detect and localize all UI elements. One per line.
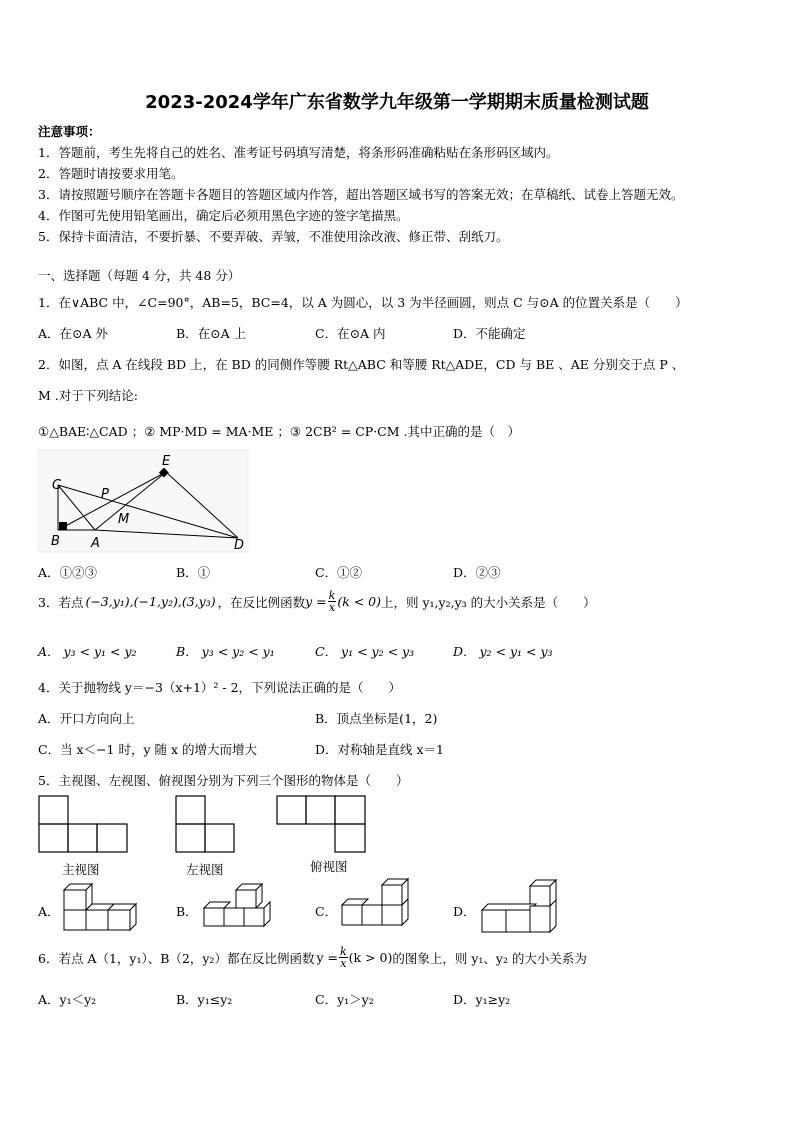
q3-frac-num: k — [328, 589, 336, 602]
q3-option-c: C． y₁ < y₂ < y₃ — [315, 644, 415, 659]
q3-frac-den: x — [328, 601, 336, 614]
q6-func-lhs: y = — [316, 950, 338, 965]
top-view-label: 俯视图 — [310, 859, 348, 874]
page-title: 2023-2024学年广东省数学九年级第一学期期末质量检测试题 — [145, 92, 649, 113]
label-a: A — [91, 536, 100, 551]
q3-func-lhs: y = — [305, 594, 327, 609]
q6-frac-den: x — [340, 957, 347, 970]
q3-option-b: B． y₃ < y₂ < y₁ — [176, 644, 275, 659]
label-b: B — [51, 534, 60, 549]
q2-geometry-figure — [38, 450, 248, 552]
notice-heading: 注意事项： — [38, 124, 101, 139]
q5-option-b: B． — [176, 904, 198, 919]
section-heading: 一、选择题（每题 4 分，共 48 分） — [38, 268, 241, 283]
q1-option-a: A．在⊙A 外 — [38, 326, 109, 341]
q6-fraction — [339, 946, 348, 969]
q2-option-a: A．①②③ — [38, 565, 98, 580]
q2-option-c: C．①② — [315, 565, 363, 580]
q3-option-a: A． y₃ < y₁ < y₂ — [38, 644, 137, 659]
q3-points: (−3,y₁),(−1,y₂),(3,y₃) — [85, 594, 216, 609]
q5-option-d-solid — [478, 876, 564, 936]
q2-stem-line1: 2．如图，点 A 在线段 BD 上，在 BD 的同侧作等腰 Rt△ABC 和等腰 Rt△ADE，CD 与 BE 、AE 分别交于点 P 、 — [38, 357, 685, 372]
notice-item: 3．请按照题号顺序在答题卡各题目的答题区域内作答，超出答题区域书写的答案无效；在草稿纸、试卷上答题无效。 — [38, 187, 684, 202]
q4-option-d: D．对称轴是直线 x＝1 — [315, 742, 444, 757]
q2-option-b: B．① — [176, 565, 211, 580]
q5-option-c-solid — [338, 875, 418, 931]
notice-item: 5．保持卡面清洁，不要折暴、不要弄破、弄皱，不准使用涂改液、修正带、刮纸刀。 — [38, 229, 509, 244]
notice-item: 4．作图可先使用铅笔画出，确定后必须用黑色字迹的签字笔描黑。 — [38, 208, 409, 223]
q4-option-a: A．开口方向向上 — [38, 711, 135, 726]
front-view-label: 主视图 — [62, 862, 100, 877]
q2-option-d: D．②③ — [453, 565, 501, 580]
q2-stem-line2: M .对于下列结论: — [38, 388, 138, 403]
q5-option-c: C． — [315, 904, 338, 919]
notice-item: 1．答题前，考生先将自己的姓名、准考证号码填写清楚，将条形码准确粘贴在条形码区域内。 — [38, 145, 559, 160]
q4-option-c: C．当 x＜−1 时，y 随 x 的增大而增大 — [38, 742, 258, 757]
q6-option-d: D．y₁≥y₂ — [453, 992, 511, 1007]
front-view-figure — [38, 795, 130, 855]
label-d: D — [234, 538, 245, 553]
q2-stem-line3: ①△BAE∶△CAD ；② MP·MD = MA·ME ；③ 2CB² = CP·CM .其中正确的是（ ） — [38, 424, 520, 439]
q6-condition: (k > 0) — [348, 950, 393, 965]
q6-option-c: C．y₁＞y₂ — [315, 992, 374, 1007]
label-e: E — [162, 454, 171, 469]
q4-option-b: B．顶点坐标是(1，2) — [315, 711, 438, 726]
label-m: M — [118, 512, 130, 527]
q3-condition: (k < 0) — [337, 594, 382, 609]
q3-post: 上，则 y₁,y₂,y₃ 的大小关系是（ ） — [381, 594, 596, 610]
q6-post: 的图象上，则 y₁、y₂ 的大小关系为 — [392, 950, 587, 966]
q3-stem — [38, 590, 596, 613]
notice-item: 2．答题时请按要求用笔。 — [38, 166, 184, 181]
q3-option-d: D． y₂ < y₁ < y₃ — [453, 644, 553, 659]
q6-stem — [38, 946, 587, 969]
label-p: P — [101, 487, 109, 502]
q4-stem: 4．关于抛物线 y＝−3（x+1）² - 2，下列说法正确的是（ ） — [38, 680, 402, 695]
q5-stem: 5．主视图、左视图、俯视图分别为下列三个图形的物体是（ ） — [38, 773, 409, 788]
q5-option-a-solid — [60, 878, 140, 936]
q1-option-d: D．不能确定 — [453, 326, 526, 341]
q3-fraction — [328, 590, 337, 613]
q6-option-a: A．y₁＜y₂ — [38, 992, 97, 1007]
left-view-figure — [175, 795, 237, 855]
q6-option-b: B．y₁≤y₂ — [176, 992, 233, 1007]
q6-frac-num: k — [339, 945, 347, 958]
top-view-figure — [276, 795, 368, 855]
q1-option-b: B．在⊙A 上 — [176, 326, 247, 341]
q1-option-c: C．在⊙A 内 — [315, 326, 386, 341]
q5-option-b-solid — [200, 880, 280, 930]
q6-prefix: 6．若点 A（1，y₁）、B（2，y₂）都在反比例函数 — [38, 950, 315, 966]
label-c: C — [52, 478, 62, 493]
q5-option-d: D． — [453, 904, 476, 919]
right-angle-mark-b — [59, 522, 67, 530]
left-view-label: 左视图 — [186, 862, 224, 877]
q3-prefix: 3．若点 — [38, 594, 84, 610]
q3-mid: ，在反比例函数 — [217, 594, 306, 610]
q1-stem: 1．在∨ABC 中，∠C=90°，AB=5，BC=4，以 A 为圆心，以 3 为半径画圆，则点 C 与⊙A 的位置关系是（ ） — [38, 295, 688, 310]
q5-option-a: A． — [38, 904, 60, 919]
